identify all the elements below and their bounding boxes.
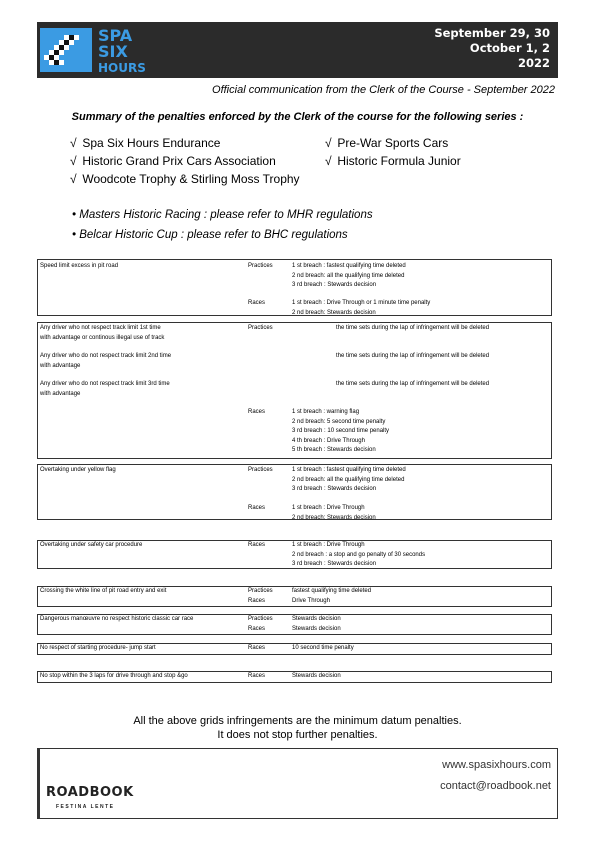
website-link[interactable]: www.spasixhours.com	[442, 759, 551, 771]
date-line-3: 2022	[517, 56, 550, 70]
infringement-text: No respect of starting procedure- jump start	[40, 645, 156, 651]
session-text: Practices	[248, 616, 273, 622]
reference-text: Belcar Historic Cup : please refer to BHC regulations	[79, 229, 348, 241]
infringement-text: Any driver who not respect track limit 1st time	[40, 325, 161, 331]
infringement-text: with advantage or continous illegal use of track	[40, 334, 165, 341]
penalty-box	[37, 464, 552, 520]
check-icon: √	[70, 172, 77, 186]
series-label: Historic Grand Prix Cars Association	[82, 154, 276, 168]
infringement-text: Dangerous manœuvre no respect historic classic car race	[40, 616, 194, 622]
session-text: Practices	[248, 588, 273, 594]
session-text: Races	[248, 542, 266, 548]
date-line-1: September 29, 30	[434, 26, 550, 40]
summary-heading: Summary of the penalties enforced by the Clerk of the course for the following series :	[71, 111, 524, 123]
penalty-text: 3 rd breach : Stewards decision	[292, 486, 377, 492]
penalty-text: 1 st breach : Drive Through	[292, 542, 365, 548]
penalty-box	[37, 586, 552, 607]
session-text: Races	[248, 409, 266, 415]
reference-item	[72, 209, 373, 221]
infringement-text: Speed limit excess in pit road	[40, 263, 119, 269]
penalty-text: the time sets during the lap of infringement will be deleted	[336, 325, 490, 331]
infringement-text: with advantage	[40, 362, 81, 369]
footer-note-line-1: All the above grids infringements are the minimum datum penalties.	[133, 715, 462, 727]
svg-text:SPA: SPA	[98, 26, 133, 45]
penalty-text: 2 nd breach: all the qualifying time deleted	[292, 476, 405, 483]
session-text: Races	[248, 673, 266, 679]
penalty-text: Stewards decision	[292, 625, 341, 632]
penalty-text: 3 rd breach : Stewards decision	[292, 282, 377, 288]
footer-links	[440, 755, 551, 797]
footer-note-line-2: It does not stop further penalties.	[217, 729, 378, 741]
series-item	[70, 136, 220, 150]
check-icon: √	[70, 136, 77, 150]
email-link[interactable]: contact@roadbook.net	[440, 780, 551, 792]
svg-text:SIX: SIX	[98, 42, 128, 61]
penalty-text: 10 second time penalty	[292, 645, 354, 651]
penalty-text: 2 nd breach: Stewards decision	[292, 309, 376, 316]
penalty-text: 2 nd breach : a stop and go penalty of 30 seconds	[292, 551, 426, 558]
penalty-text: 1 st breach : fastest qualifying time deleted	[292, 467, 406, 473]
series-item	[70, 154, 276, 168]
infringement-text: Crossing the white line of pit road entry and exit	[40, 588, 167, 594]
penalty-box	[37, 259, 552, 316]
header-banner	[37, 22, 558, 78]
penalty-box	[37, 614, 552, 635]
series-item	[325, 136, 448, 150]
roadbook-logo: ROADBOOK	[46, 785, 134, 800]
session-text: Races	[248, 505, 266, 511]
spa-six-hours-logo	[40, 25, 155, 75]
session-text: Practices	[248, 467, 273, 473]
series-item	[325, 154, 461, 168]
footer-banner	[37, 748, 558, 819]
session-text: Practices	[248, 263, 273, 269]
penalty-text: the time sets during the lap of infringement will be deleted	[336, 353, 490, 359]
penalty-text: 1 st breach : warning flag	[292, 409, 360, 415]
penalty-text: 1 st breach : Drive Through or 1 minute time penalty	[292, 300, 431, 306]
event-dates	[434, 26, 550, 71]
reference-item	[72, 229, 348, 241]
penalty-text: Drive Through	[292, 597, 330, 604]
penalty-box	[37, 643, 552, 655]
session-text: Practices	[248, 325, 273, 331]
penalty-text: the time sets during the lap of infringement will be deleted	[336, 381, 490, 387]
date-line-2: October 1, 2	[469, 41, 550, 55]
penalty-text: 2 nd breach: Stewards decision	[292, 514, 376, 521]
penalty-text: 2 nd breach: 5 second time penalty	[292, 418, 386, 425]
series-label: Pre-War Sports Cars	[337, 136, 449, 150]
penalty-text: fastest qualifying time deleted	[292, 588, 372, 594]
session-text: Races	[248, 625, 266, 632]
official-communication: Official communication from the Clerk of the Course - September 2022	[212, 84, 555, 96]
penalty-text: Stewards decision	[292, 616, 341, 622]
reference-text: Masters Historic Racing : please refer to MHR regulations	[79, 209, 373, 221]
infringement-text: Overtaking under safety car procedure	[40, 542, 143, 548]
infringement-text: Overtaking under yellow flag	[40, 467, 116, 473]
penalty-text: Stewards decision	[292, 673, 341, 679]
roadbook-tagline: FESTINA LENTE	[56, 804, 115, 810]
series-item	[70, 172, 300, 186]
session-text: Races	[248, 645, 266, 651]
check-icon: √	[325, 136, 332, 150]
penalty-text: 2 nd breach: all the qualifying time deleted	[292, 272, 405, 279]
check-icon: √	[325, 154, 332, 168]
penalty-text: 3 rd breach : 10 second time penalty	[292, 428, 390, 434]
infringement-text: with advantage	[40, 390, 81, 397]
infringement-text: Any driver who do not respect track limit 2nd time	[40, 353, 172, 359]
penalty-text: 5 th breach : Stewards decision	[292, 447, 376, 453]
session-text: Races	[248, 300, 266, 306]
session-text: Races	[248, 597, 266, 604]
penalty-box	[37, 540, 552, 569]
penalty-box	[37, 322, 552, 459]
series-label: Woodcote Trophy & Stirling Moss Trophy	[82, 172, 300, 186]
bullet-icon: •	[72, 229, 77, 241]
infringement-text: No stop within the 3 laps for drive through and stop &go	[40, 673, 188, 679]
penalty-text: 1 st breach : fastest qualifying time deleted	[292, 263, 406, 269]
series-label: Spa Six Hours Endurance	[82, 136, 221, 150]
infringement-text: Any driver who do not respect track limit 3rd time	[40, 381, 170, 387]
bullet-icon: •	[72, 209, 77, 221]
series-label: Historic Formula Junior	[337, 154, 461, 168]
svg-text:HOURS: HOURS	[98, 61, 146, 75]
penalty-text: 4 th breach : Drive Through	[292, 437, 365, 444]
penalty-box	[37, 671, 552, 683]
check-icon: √	[70, 154, 77, 168]
penalty-text: 1 st breach : Drive Through	[292, 505, 365, 511]
penalty-text: 3 rd breach : Stewards decision	[292, 561, 377, 567]
